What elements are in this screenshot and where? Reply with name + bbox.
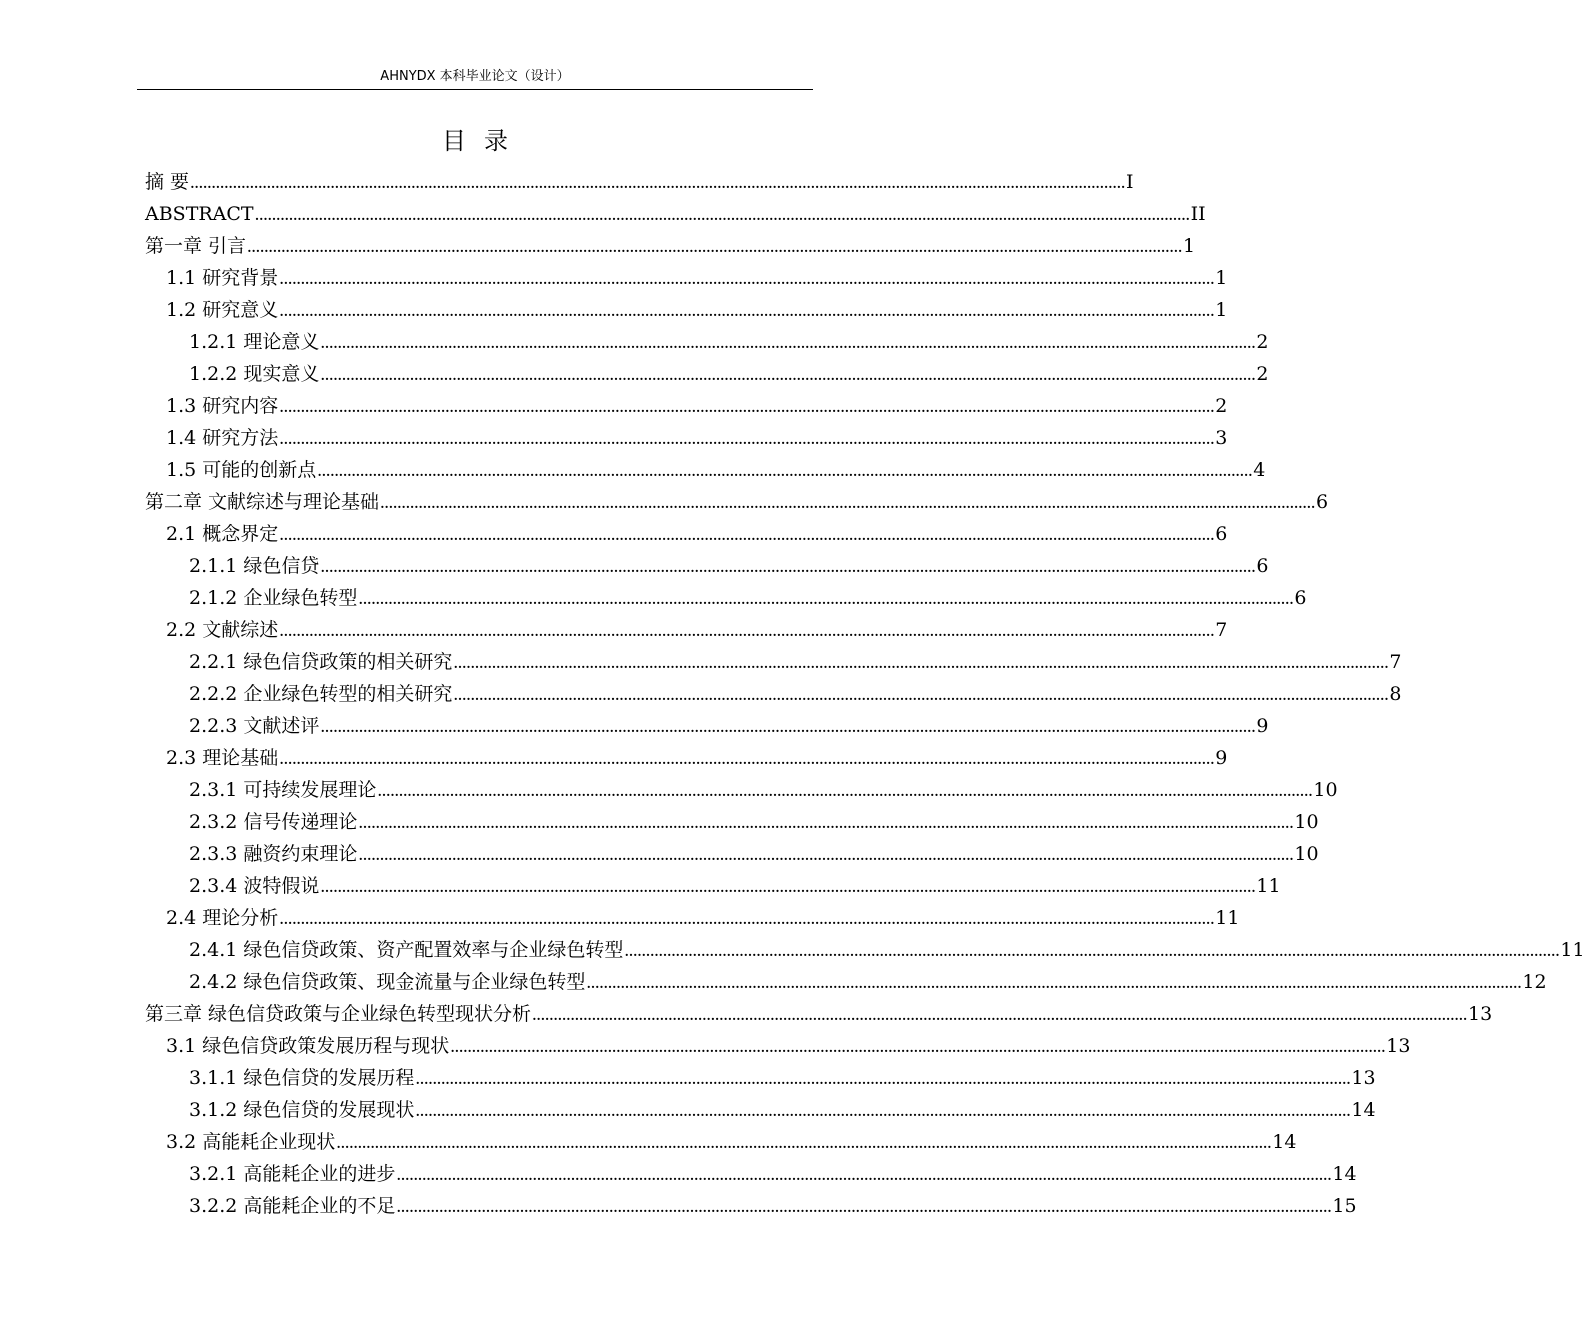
toc-dot-leader: ............................................................................................................................................................................................................................	[415, 1100, 1351, 1121]
toc-dot-leader: ............................................................................................................................................................................................................................	[279, 748, 1215, 769]
toc-entry-label: 2.2.3 文献述评	[189, 715, 320, 737]
toc-entry-label: 2.4.2 绿色信贷政策、现金流量与企业绿色转型	[189, 971, 586, 993]
toc-entry-label: 3.2.2 高能耗企业的不足	[189, 1195, 396, 1217]
toc-entry[interactable]	[145, 998, 1493, 1030]
toc-dot-leader: ............................................................................................................................................................................................................................	[336, 1132, 1272, 1153]
toc-entry-page: 2	[1215, 395, 1228, 417]
toc-entry-page: 11	[1215, 907, 1240, 929]
toc-dot-leader: ............................................................................................................................................................................................................................	[320, 556, 1256, 577]
toc-entry-label: 1.2.2 现实意义	[189, 363, 320, 385]
toc-entry[interactable]	[145, 646, 1402, 678]
toc-entry[interactable]	[145, 1126, 1297, 1158]
toc-dot-leader: ............................................................................................................................................................................................................................	[247, 236, 1183, 257]
toc-entry-page: 12	[1522, 971, 1547, 993]
toc-entry-label: 摘 要	[145, 171, 190, 193]
toc-entry-label: 第三章 绿色信贷政策与企业绿色转型现状分析	[145, 1003, 532, 1025]
toc-entry-label: 2.3 理论基础	[166, 747, 279, 769]
toc-dot-leader: ............................................................................................................................................................................................................................	[453, 652, 1389, 673]
toc-entry-page: 6	[1215, 523, 1228, 545]
toc-entry-page: 9	[1256, 715, 1269, 737]
toc-entry-label: 2.3.4 波特假说	[189, 875, 320, 897]
toc-entry-label: 1.2.1 理论意义	[189, 331, 320, 353]
toc-entry[interactable]	[145, 870, 1281, 902]
toc-entry-page: 11	[1560, 939, 1585, 961]
toc-entry-label: 1.1 研究背景	[166, 267, 279, 289]
toc-entry[interactable]	[145, 550, 1269, 582]
toc-entry[interactable]	[145, 1062, 1376, 1094]
toc-entry-label: 3.1.2 绿色信贷的发展现状	[189, 1099, 415, 1121]
toc-entry[interactable]	[145, 358, 1269, 390]
running-header: AHNYDX 本科毕业论文（设计）	[380, 69, 570, 84]
toc-entry[interactable]	[145, 326, 1269, 358]
toc-entry[interactable]	[145, 1158, 1357, 1190]
toc-title: 目录	[442, 127, 526, 155]
toc-entry-label: 3.2.1 高能耗企业的进步	[189, 1163, 396, 1185]
toc-dot-leader: ............................................................................................................................................................................................................................	[317, 460, 1253, 481]
toc-entry-page: I	[1126, 171, 1134, 193]
toc-dot-leader: ............................................................................................................................................................................................................................	[320, 876, 1256, 897]
toc-dot-leader: ............................................................................................................................................................................................................................	[396, 1164, 1332, 1185]
toc-entry-label: 2.4.1 绿色信贷政策、资产配置效率与企业绿色转型	[189, 939, 624, 961]
toc-dot-leader: ............................................................................................................................................................................................................................	[624, 940, 1560, 961]
toc-entry-page: 13	[1351, 1067, 1376, 1089]
toc-dot-leader: ............................................................................................................................................................................................................................	[358, 812, 1294, 833]
toc-entry-label: 1.5 可能的创新点	[166, 459, 317, 481]
toc-entry-page: 6	[1294, 587, 1307, 609]
toc-entry-label: 1.4 研究方法	[166, 427, 279, 449]
toc-dot-leader: ............................................................................................................................................................................................................................	[279, 428, 1215, 449]
toc-entry-label: ABSTRACT	[145, 203, 254, 225]
toc-entry[interactable]	[145, 294, 1228, 326]
toc-dot-leader: ............................................................................................................................................................................................................................	[320, 364, 1256, 385]
toc-entry-label: 2.3.1 可持续发展理论	[189, 779, 377, 801]
toc-dot-leader: ............................................................................................................................................................................................................................	[415, 1068, 1351, 1089]
toc-entry[interactable]	[145, 486, 1329, 518]
toc-entry-page: 11	[1256, 875, 1281, 897]
toc-dot-leader: ............................................................................................................................................................................................................................	[320, 332, 1256, 353]
toc-entry-page: 14	[1332, 1163, 1357, 1185]
toc-dot-leader: ............................................................................................................................................................................................................................	[396, 1196, 1332, 1217]
toc-entry-label: 第二章 文献综述与理论基础	[145, 491, 380, 513]
toc-entry-page: 13	[1386, 1035, 1411, 1057]
toc-entry[interactable]	[145, 166, 1134, 198]
toc-entry[interactable]	[145, 902, 1240, 934]
toc-dot-leader: ............................................................................................................................................................................................................................	[279, 268, 1215, 289]
toc-dot-leader: ............................................................................................................................................................................................................................	[586, 972, 1522, 993]
toc-entry-label: 2.2.2 企业绿色转型的相关研究	[189, 683, 453, 705]
toc-entry-page: 8	[1389, 683, 1402, 705]
toc-entry[interactable]	[145, 934, 1585, 966]
toc-entry-page: 13	[1468, 1003, 1493, 1025]
toc-entry[interactable]	[145, 1190, 1357, 1222]
toc-dot-leader: ............................................................................................................................................................................................................................	[279, 396, 1215, 417]
toc-entry[interactable]	[145, 678, 1402, 710]
toc-entry[interactable]	[145, 422, 1228, 454]
toc-entry-label: 2.3.2 信号传递理论	[189, 811, 358, 833]
toc-dot-leader: ............................................................................................................................................................................................................................	[358, 588, 1294, 609]
toc-entry-page: 10	[1294, 811, 1319, 833]
toc-dot-leader: ............................................................................................................................................................................................................................	[320, 716, 1256, 737]
toc-entry[interactable]	[145, 774, 1338, 806]
toc-entry[interactable]	[145, 838, 1319, 870]
toc-dot-leader: ............................................................................................................................................................................................................................	[279, 908, 1215, 929]
toc-entry[interactable]	[145, 1094, 1376, 1126]
header-rule	[137, 89, 813, 90]
toc-entry[interactable]	[145, 454, 1266, 486]
toc-entry[interactable]	[145, 518, 1228, 550]
toc-entry-label: 3.1.1 绿色信贷的发展历程	[189, 1067, 415, 1089]
toc-entry-page: 7	[1389, 651, 1402, 673]
toc-entry-page: 14	[1351, 1099, 1376, 1121]
toc-entry-page: 2	[1256, 363, 1269, 385]
toc-entry[interactable]	[145, 198, 1206, 230]
toc-entry-label: 2.3.3 融资约束理论	[189, 843, 358, 865]
toc-entry-page: 14	[1272, 1131, 1297, 1153]
toc-entry-page: 6	[1316, 491, 1329, 513]
toc-entry-page: 15	[1332, 1195, 1357, 1217]
toc-entry-page: 1	[1183, 235, 1196, 257]
toc-entry[interactable]	[145, 230, 1196, 262]
table-of-contents	[145, 166, 1585, 1222]
toc-dot-leader: ............................................................................................................................................................................................................................	[254, 204, 1190, 225]
toc-entry[interactable]	[145, 262, 1228, 294]
toc-entry-page: 1	[1215, 299, 1228, 321]
toc-dot-leader: ............................................................................................................................................................................................................................	[532, 1004, 1468, 1025]
toc-entry[interactable]	[145, 1030, 1411, 1062]
toc-entry-page: 10	[1294, 843, 1319, 865]
toc-dot-leader: ............................................................................................................................................................................................................................	[453, 684, 1389, 705]
toc-entry-label: 3.2 高能耗企业现状	[166, 1131, 336, 1153]
toc-entry-label: 2.2 文献综述	[166, 619, 279, 641]
toc-entry-page: 3	[1215, 427, 1228, 449]
toc-dot-leader: ............................................................................................................................................................................................................................	[279, 620, 1215, 641]
toc-entry-label: 2.1 概念界定	[166, 523, 279, 545]
toc-entry-page: 7	[1215, 619, 1228, 641]
toc-entry-page: 6	[1256, 555, 1269, 577]
toc-dot-leader: ............................................................................................................................................................................................................................	[279, 300, 1215, 321]
toc-entry-label: 2.1.2 企业绿色转型	[189, 587, 358, 609]
toc-entry[interactable]	[145, 614, 1228, 646]
toc-entry-label: 2.1.1 绿色信贷	[189, 555, 320, 577]
toc-entry[interactable]	[145, 806, 1319, 838]
toc-entry[interactable]	[145, 390, 1228, 422]
toc-entry-label: 2.4 理论分析	[166, 907, 279, 929]
toc-entry[interactable]	[145, 742, 1228, 774]
toc-entry-label: 2.2.1 绿色信贷政策的相关研究	[189, 651, 453, 673]
toc-entry-page: 1	[1215, 267, 1228, 289]
toc-entry-label: 1.3 研究内容	[166, 395, 279, 417]
toc-entry-label: 第一章 引言	[145, 235, 247, 257]
toc-dot-leader: ............................................................................................................................................................................................................................	[377, 780, 1313, 801]
toc-entry-page: 10	[1313, 779, 1338, 801]
toc-dot-leader: ............................................................................................................................................................................................................................	[190, 172, 1126, 193]
toc-dot-leader: ............................................................................................................................................................................................................................	[380, 492, 1316, 513]
toc-dot-leader: ............................................................................................................................................................................................................................	[279, 524, 1215, 545]
toc-entry-page: 4	[1253, 459, 1266, 481]
toc-entry[interactable]	[145, 582, 1307, 614]
toc-entry-page: 9	[1215, 747, 1228, 769]
toc-entry[interactable]	[145, 966, 1547, 998]
toc-dot-leader: ............................................................................................................................................................................................................................	[450, 1036, 1386, 1057]
toc-entry[interactable]	[145, 710, 1269, 742]
toc-entry-page: II	[1190, 203, 1206, 225]
toc-entry-page: 2	[1256, 331, 1269, 353]
toc-entry-label: 3.1 绿色信贷政策发展历程与现状	[166, 1035, 450, 1057]
toc-entry-label: 1.2 研究意义	[166, 299, 279, 321]
toc-dot-leader: ............................................................................................................................................................................................................................	[358, 844, 1294, 865]
